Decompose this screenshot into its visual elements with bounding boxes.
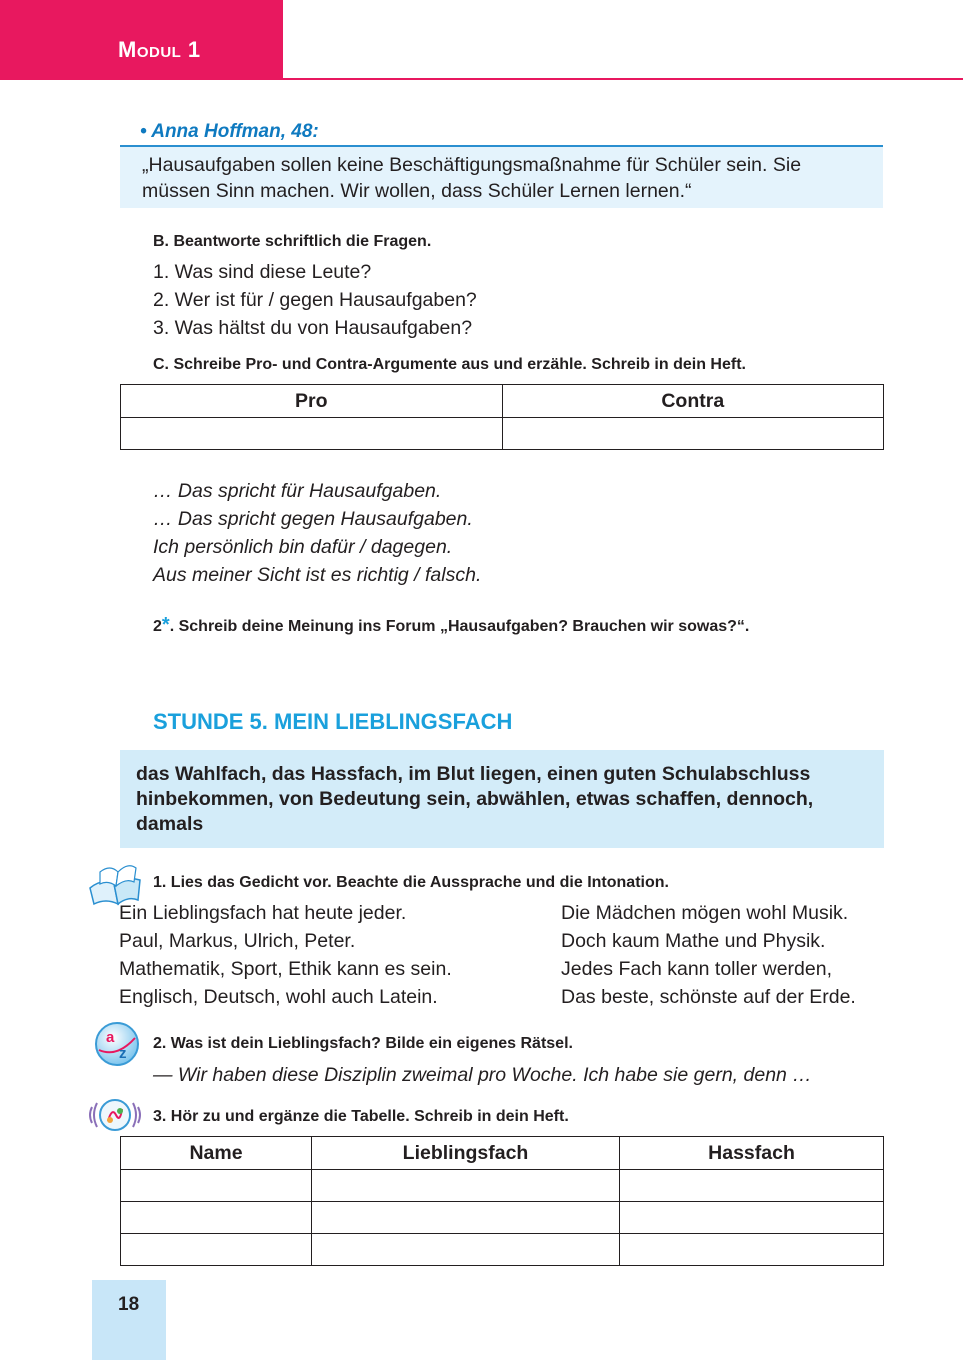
lesson-title: STUNDE 5. MEIN LIEBLINGSFACH [153, 709, 513, 734]
quote-line: müssen Sinn machen. Wir wollen, dass Schüler Lernen lernen.“ [142, 180, 692, 202]
az-vocabulary-icon [93, 1020, 141, 1068]
poem-line: Doch kaum Mathe und Physik. [561, 930, 826, 952]
table-header-hassfach: Hassfach [620, 1137, 884, 1170]
task-b-heading: B. Beantworte schriftlich die Fragen. [153, 233, 432, 250]
phrase-list [153, 477, 481, 589]
question-item: 2. Wer ist für / gegen Hausaufgaben? [153, 289, 477, 311]
poem-line: Die Mädchen mögen wohl Musik. [561, 902, 849, 924]
question-list [153, 258, 477, 342]
table-header-pro: Pro [121, 385, 503, 418]
az-icon-letter: a [106, 1029, 115, 1046]
table-row [121, 1170, 884, 1202]
table-header-contra: Contra [502, 385, 884, 418]
poem-line: Mathematik, Sport, Ethik kann es sein. [119, 958, 452, 980]
task-c-heading: C. Schreibe Pro- und Contra-Argumente aus und erzähle. Schreib in dein Heft. [153, 356, 746, 373]
exercise-1-heading: 1. Lies das Gedicht vor. Beachte die Aussprache und die Intonation. [153, 874, 669, 891]
vocab-line: damals [136, 813, 204, 835]
task-2-heading [153, 614, 749, 637]
poem-line: Paul, Markus, Ulrich, Peter. [119, 930, 356, 952]
exercise-2-heading: 2. Was ist dein Lieblingsfach? Bilde ein eigenes Rätsel. [153, 1035, 573, 1052]
az-icon-letter: z [119, 1045, 127, 1062]
table-cell [502, 418, 884, 450]
poem-line: Das beste, schönste auf der Erde. [561, 986, 856, 1008]
table-cell [121, 1234, 312, 1266]
poem-right-column [561, 899, 856, 1011]
phrase-item: Ich persönlich bin dafür / dagegen. [153, 536, 453, 558]
quote-text [142, 152, 872, 204]
phrase-item: … Das spricht für Hausaufgaben. [153, 480, 442, 502]
vocab-line: das Wahlfach, das Hassfach, im Blut liegen, einen guten Schulabschluss [136, 763, 811, 785]
task-text: . Schreib deine Meinung ins Forum „Hausaufgaben? Brauchen wir sowas?“. [169, 618, 750, 635]
header-divider [283, 78, 963, 80]
vocabulary-text [136, 762, 876, 837]
quote-author: • Anna Hoffman, 48: [140, 121, 319, 142]
question-item: 3. Was hältst du von Hausaufgaben? [153, 317, 473, 339]
star-marker: * [161, 614, 170, 636]
vocab-line: hinbekommen, von Bedeutung sein, abwählen, etwas schaffen, dennoch, [136, 788, 814, 810]
poem-line: Englisch, Deutsch, wohl auch Latein. [119, 986, 438, 1008]
exercise-3-heading: 3. Hör zu und ergänze die Tabelle. Schreib in dein Heft. [153, 1108, 569, 1125]
quote-line: „Hausaufgaben sollen keine Beschäftigungsmaßnahme für Schüler sein. Sie [142, 154, 802, 176]
table-header-name: Name [121, 1137, 312, 1170]
table-cell [121, 1170, 312, 1202]
table-cell [312, 1234, 620, 1266]
table-header-lieblingsfach: Lieblingsfach [312, 1137, 620, 1170]
poem-left-column [119, 899, 452, 1011]
listening-icon [86, 1093, 144, 1137]
table-cell [620, 1170, 884, 1202]
table-cell [121, 418, 503, 450]
table-cell [620, 1202, 884, 1234]
table-cell [121, 1202, 312, 1234]
pro-contra-table [120, 384, 884, 450]
table-row [121, 1234, 884, 1266]
table-cell [620, 1234, 884, 1266]
listening-table [120, 1136, 884, 1266]
question-item: 1. Was sind diese Leute? [153, 261, 372, 283]
phrase-item: … Das spricht gegen Hausaufgaben. [153, 508, 473, 530]
table-cell [312, 1170, 620, 1202]
page-number-tab [92, 1280, 166, 1360]
table-cell [312, 1202, 620, 1234]
phrase-item: Aus meiner Sicht ist es richtig / falsch. [153, 564, 482, 586]
module-title: Modul 1 [118, 37, 201, 62]
table-row [121, 1202, 884, 1234]
page-number: 18 [118, 1294, 140, 1315]
poem-line: Jedes Fach kann toller werden, [561, 958, 832, 980]
task-number: 2 [153, 618, 162, 635]
poem-line: Ein Lieblingsfach hat heute jeder. [119, 902, 407, 924]
exercise-2-example: — Wir haben diese Disziplin zweimal pro Woche. Ich habe sie gern, denn … [153, 1064, 812, 1086]
